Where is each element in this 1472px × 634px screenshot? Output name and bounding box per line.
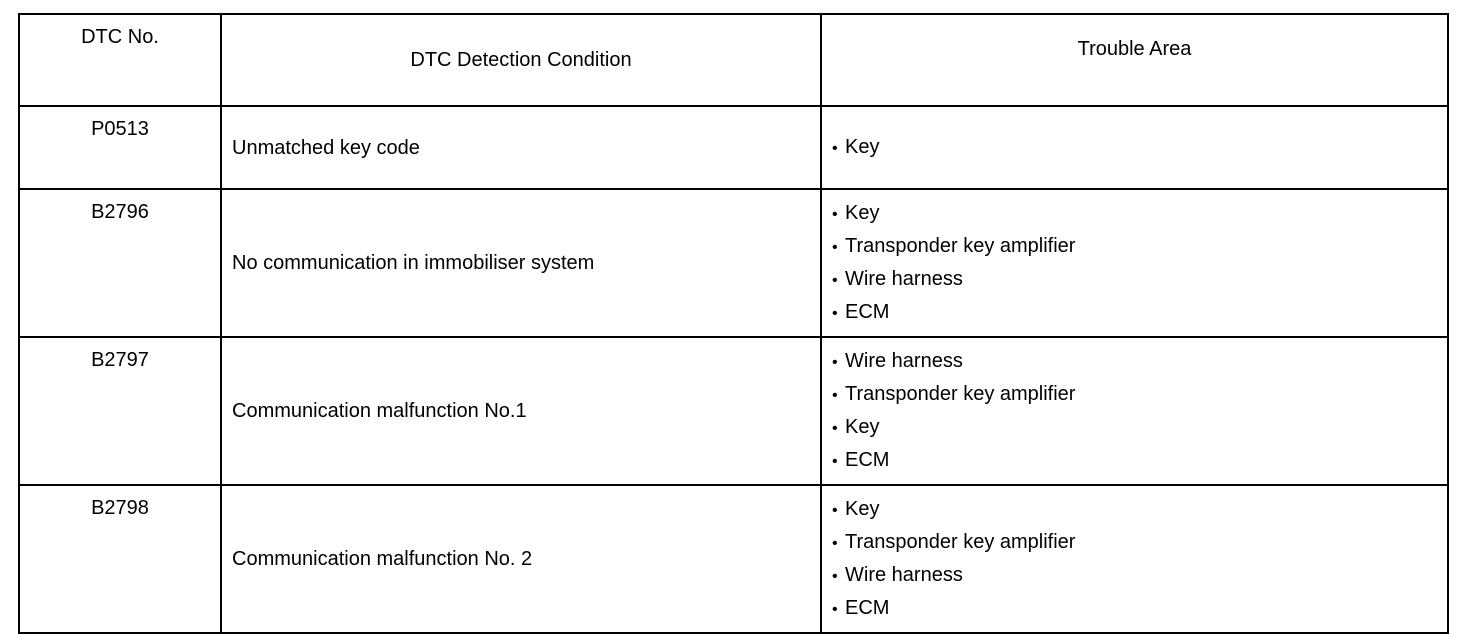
dtc-code: B2796: [19, 189, 221, 337]
dtc-code: P0513: [19, 106, 221, 189]
trouble-area-label: Key: [845, 136, 880, 158]
bullet-icon: •: [832, 305, 838, 322]
bullet-icon: •: [832, 239, 838, 256]
trouble-area-label: Key: [845, 498, 880, 520]
trouble-area-item: [832, 592, 1447, 625]
header-detection-condition: DTC Detection Condition: [221, 14, 821, 106]
trouble-area-item: [832, 263, 1447, 296]
bullet-icon: •: [832, 206, 838, 223]
trouble-area-label: Wire harness: [845, 564, 963, 586]
trouble-area-item: [832, 131, 1447, 164]
header-dtc-no: DTC No.: [19, 14, 221, 106]
trouble-area-item: [832, 345, 1447, 378]
trouble-area-item: [832, 411, 1447, 444]
trouble-area-list: [832, 493, 1447, 625]
table-row: [19, 337, 1448, 485]
trouble-area-item: [832, 197, 1447, 230]
detection-condition: No communication in immobiliser system: [221, 189, 821, 337]
bullet-icon: •: [832, 140, 838, 157]
trouble-area-label: Transponder key amplifier: [845, 235, 1076, 257]
table-row: [19, 189, 1448, 337]
detection-condition: Communication malfunction No. 2: [221, 485, 821, 633]
bullet-icon: •: [832, 535, 838, 552]
dtc-code: B2798: [19, 485, 221, 633]
bullet-icon: •: [832, 387, 838, 404]
trouble-area-label: Wire harness: [845, 350, 963, 372]
bullet-icon: •: [832, 502, 838, 519]
trouble-area-label: Transponder key amplifier: [845, 531, 1076, 553]
bullet-icon: •: [832, 420, 838, 437]
detection-condition: Unmatched key code: [221, 106, 821, 189]
table-row: [19, 485, 1448, 633]
trouble-area-label: Transponder key amplifier: [845, 383, 1076, 405]
trouble-area-item: [832, 378, 1447, 411]
trouble-area-list: [832, 131, 1447, 164]
header-trouble-area: Trouble Area: [821, 14, 1448, 106]
trouble-area-item: [832, 444, 1447, 477]
dtc-code: B2797: [19, 337, 221, 485]
trouble-area-item: [832, 296, 1447, 329]
trouble-area-item: [832, 526, 1447, 559]
trouble-area-label: Key: [845, 416, 880, 438]
trouble-area: [821, 106, 1448, 189]
bullet-icon: •: [832, 272, 838, 289]
trouble-area-list: [832, 197, 1447, 329]
trouble-area-label: Wire harness: [845, 268, 963, 290]
bullet-icon: •: [832, 568, 838, 585]
detection-condition: Communication malfunction No.1: [221, 337, 821, 485]
bullet-icon: •: [832, 453, 838, 470]
trouble-area: [821, 189, 1448, 337]
header-row: [19, 14, 1448, 106]
trouble-area-item: [832, 493, 1447, 526]
dtc-table: [18, 13, 1449, 634]
trouble-area-item: [832, 230, 1447, 263]
trouble-area-list: [832, 345, 1447, 477]
trouble-area-item: [832, 559, 1447, 592]
bullet-icon: •: [832, 354, 838, 371]
trouble-area: [821, 337, 1448, 485]
trouble-area: [821, 485, 1448, 633]
trouble-area-label: ECM: [845, 449, 890, 471]
trouble-area-label: ECM: [845, 597, 890, 619]
table-row: [19, 106, 1448, 189]
trouble-area-label: ECM: [845, 301, 890, 323]
bullet-icon: •: [832, 601, 838, 618]
trouble-area-label: Key: [845, 202, 880, 224]
